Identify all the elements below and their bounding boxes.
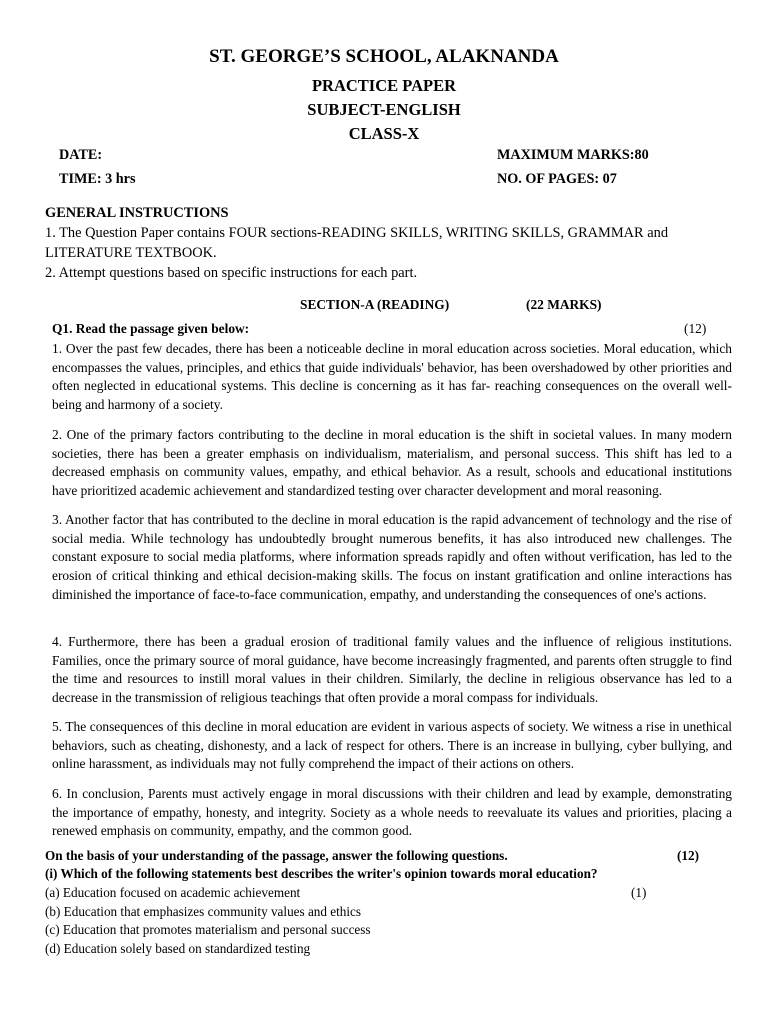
question-i-marks: (1) — [631, 885, 647, 900]
class-title: CLASS-X — [348, 124, 420, 143]
school-name: ST. GEORGE’S SCHOOL, ALAKNANDA — [209, 46, 559, 67]
option-d: (d) Education solely based on standardized testing — [45, 941, 311, 956]
option-b: (b) Education that emphasizes community values and ethics — [45, 904, 362, 919]
section-marks: (22 MARKS) — [526, 297, 602, 312]
paper-title: PRACTICE PAPER — [311, 76, 457, 95]
questions-intro: On the basis of your understanding of the passage, answer the following questions. — [45, 848, 508, 863]
instructions-heading: GENERAL INSTRUCTIONS — [45, 205, 229, 221]
subject-title: SUBJECT-ENGLISH — [307, 100, 461, 119]
questions-intro-marks: (12) — [677, 848, 699, 863]
option-c: (c) Education that promotes materialism and personal success — [45, 922, 371, 937]
q1-marks: (12) — [684, 321, 707, 336]
q1-label: Q1. Read the passage given below: — [52, 321, 250, 336]
passage-paragraph-3: 3. Another factor that has contributed to the decline in moral education is the rapid advancement of technology and the rise of social media. While technology has undoubtedly brought numerous benefits, it has also introduced new challenges. The constant exposure to social media platforms, where information spreads rapidly and often without verification, has led to the erosion of critical thinking and ethical decision-making skills. The focus on instant gratification and online interactions has diminished the importance of face-to-face communication, empathy, and understanding the consequences of one's actions. — [52, 512, 732, 602]
option-a: (a) Education focused on academic achievement — [45, 885, 301, 900]
instruction-1-line-2: LITERATURE TEXTBOOK. — [45, 245, 217, 261]
question-i: (i) Which of the following statements best describes the writer's opinion towards moral education? — [45, 866, 598, 881]
number-of-pages: NO. OF PAGES: 07 — [497, 171, 617, 187]
passage-paragraph-5: 5. The consequences of this decline in moral education are evident in various aspects of society. We witness a rise in unethical behaviors, such as cheating, dishonesty, and a lack of respect for others. There is an increase in bullying, cyber bullying, and online harassment, as individuals may not fully comprehend the impact of their actions on others. — [52, 719, 732, 772]
passage-paragraph-4: 4. Furthermore, there has been a gradual erosion of traditional family values and the influence of religious institutions. Families, once the primary source of moral guidance, have become increasingly fragmented, and parents often struggle to find the time and resources to instill moral values in their children. Similarly, the decline in religious observance has led to a decrease in the transmission of religious teachings that often provide a moral compass for individuals. — [52, 634, 732, 706]
passage-paragraph-2: 2. One of the primary factors contributing to the decline in moral education is the shift in societal values. In many modern societies, there has been a greater emphasis on individualism, materialism, and personal success. This shift has led to a decreased emphasis on community values, empathy, and ethical behavior. As a result, schools and educational institutions have prioritized academic achievement and standardized testing over character development and moral reasoning. — [52, 427, 732, 499]
passage-paragraph-6: 6. In conclusion, Parents must actively engage in moral discussions with their children and lead by example, demonstrating the importance of empathy, honesty, and integrity. Society as a whole needs to reevaluate its values and priorities, placing a renewed emphasis on community, empathy, and the common good. — [52, 786, 732, 839]
section-title: SECTION-A (READING) — [300, 297, 450, 312]
maximum-marks: MAXIMUM MARKS:80 — [497, 147, 649, 163]
date-label: DATE: — [59, 147, 103, 163]
instruction-1-line-1: 1. The Question Paper contains FOUR sections-READING SKILLS, WRITING SKILLS, GRAMMAR and — [45, 225, 669, 241]
time-label: TIME: 3 hrs — [59, 171, 136, 187]
passage-paragraph-1: 1. Over the past few decades, there has been a noticeable decline in moral education across societies. Moral education, which encompasses the values, principles, and ethics that guide individuals' behavior, has been overshadowed by other priorities and often neglected in educational systems. This decline is concerning as it has far- reaching consequences on the overall well-being and harmony of a society. — [52, 341, 732, 413]
instruction-2: 2. Attempt questions based on specific instructions for each part. — [45, 265, 418, 281]
